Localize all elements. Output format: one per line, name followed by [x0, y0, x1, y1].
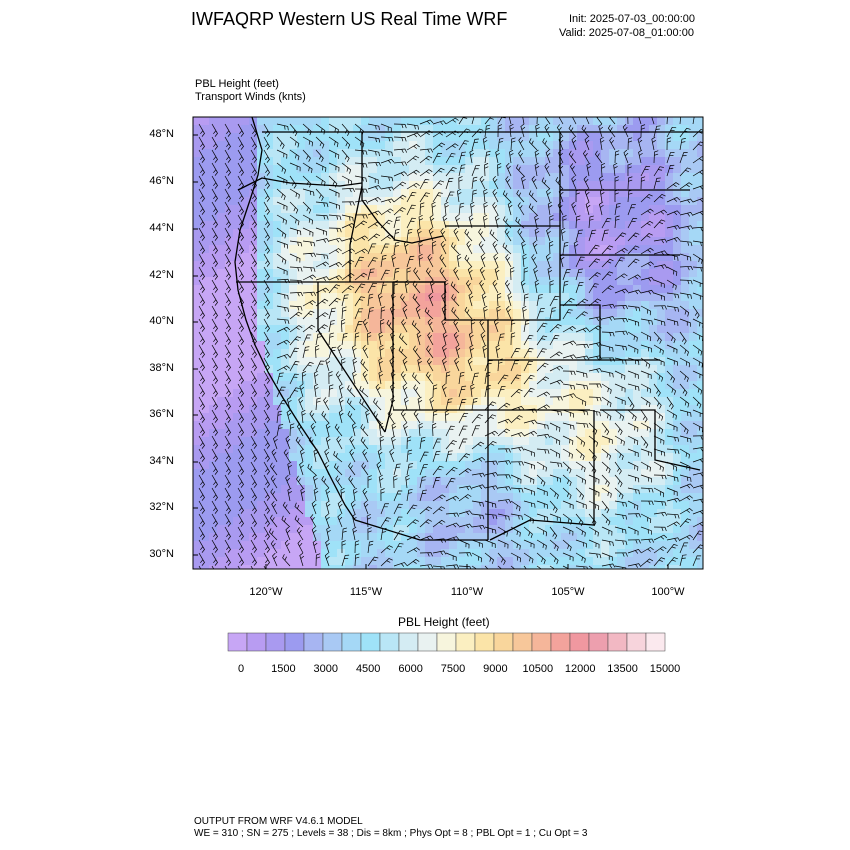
- colorbar-swatch: [608, 633, 627, 651]
- lat-label: 40°N: [149, 315, 174, 327]
- colorbar-swatch: [266, 633, 285, 651]
- colorbar-swatch: [475, 633, 494, 651]
- colorbar-swatch: [228, 633, 247, 651]
- colorbar-label: 0: [237, 663, 245, 675]
- colorbar-title: PBL Height (feet): [398, 615, 490, 629]
- colorbar-label: 15000: [649, 663, 681, 675]
- footer-config: WE = 310 ; SN = 275 ; Levels = 38 ; Dis = 8km ; Phys Opt = 8 ; PBL Opt = 1 ; Cu Opt = 3: [194, 828, 588, 839]
- lat-label: 34°N: [149, 455, 174, 467]
- lon-label: 105°W: [551, 586, 585, 598]
- lat-label: 48°N: [149, 128, 174, 140]
- colorbar-swatch: [361, 633, 380, 651]
- colorbar-label: 13500: [607, 663, 638, 675]
- lat-label: 44°N: [149, 222, 174, 234]
- lat-label: 38°N: [149, 362, 174, 374]
- field-label-pbl: PBL Height (feet): [195, 78, 279, 90]
- field-label-winds: Transport Winds (knts): [195, 91, 306, 103]
- colorbar-swatch: [570, 633, 589, 651]
- colorbar-swatch: [304, 633, 323, 651]
- lon-label: 110°W: [450, 586, 484, 598]
- colorbar-label: 4500: [355, 663, 381, 675]
- lon-label: 100°W: [651, 586, 685, 598]
- lat-label: 30°N: [149, 548, 174, 560]
- colorbar: [228, 633, 665, 651]
- lat-label: 32°N: [149, 501, 174, 513]
- map-title: IWFAQRP Western US Real Time WRF: [191, 9, 508, 29]
- colorbar-swatch: [418, 633, 437, 651]
- init-time: Init: 2025-07-03_00:00:00: [569, 13, 695, 25]
- colorbar-swatch: [456, 633, 475, 651]
- colorbar-label: 10500: [522, 663, 554, 675]
- colorbar-swatch: [247, 633, 266, 651]
- colorbar-label: 9000: [483, 663, 508, 675]
- lat-label: 36°N: [149, 408, 174, 420]
- colorbar-swatch: [551, 633, 570, 651]
- colorbar-swatch: [589, 633, 608, 651]
- colorbar-swatch: [513, 633, 532, 651]
- lon-label: 115°W: [349, 586, 383, 598]
- lat-label: 42°N: [149, 269, 174, 281]
- colorbar-label: 6000: [398, 663, 423, 675]
- colorbar-swatch: [285, 633, 304, 651]
- colorbar-label: 7500: [440, 663, 466, 675]
- colorbar-swatch: [494, 633, 513, 651]
- colorbar-swatch: [399, 633, 418, 651]
- colorbar-swatch: [380, 633, 399, 651]
- lon-label: 120°W: [249, 586, 283, 598]
- colorbar-label: 1500: [271, 663, 296, 675]
- colorbar-swatch: [342, 633, 361, 651]
- colorbar-swatch: [532, 633, 551, 651]
- valid-time: Valid: 2025-07-08_01:00:00: [559, 27, 694, 39]
- colorbar-swatch: [437, 633, 456, 651]
- footer-model: OUTPUT FROM WRF V4.6.1 MODEL: [194, 816, 363, 827]
- colorbar-label: 12000: [564, 663, 596, 675]
- lat-label: 46°N: [149, 175, 174, 187]
- colorbar-swatch: [646, 633, 665, 651]
- colorbar-swatch: [323, 633, 342, 651]
- colorbar-label: 3000: [313, 663, 339, 675]
- colorbar-swatch: [627, 633, 646, 651]
